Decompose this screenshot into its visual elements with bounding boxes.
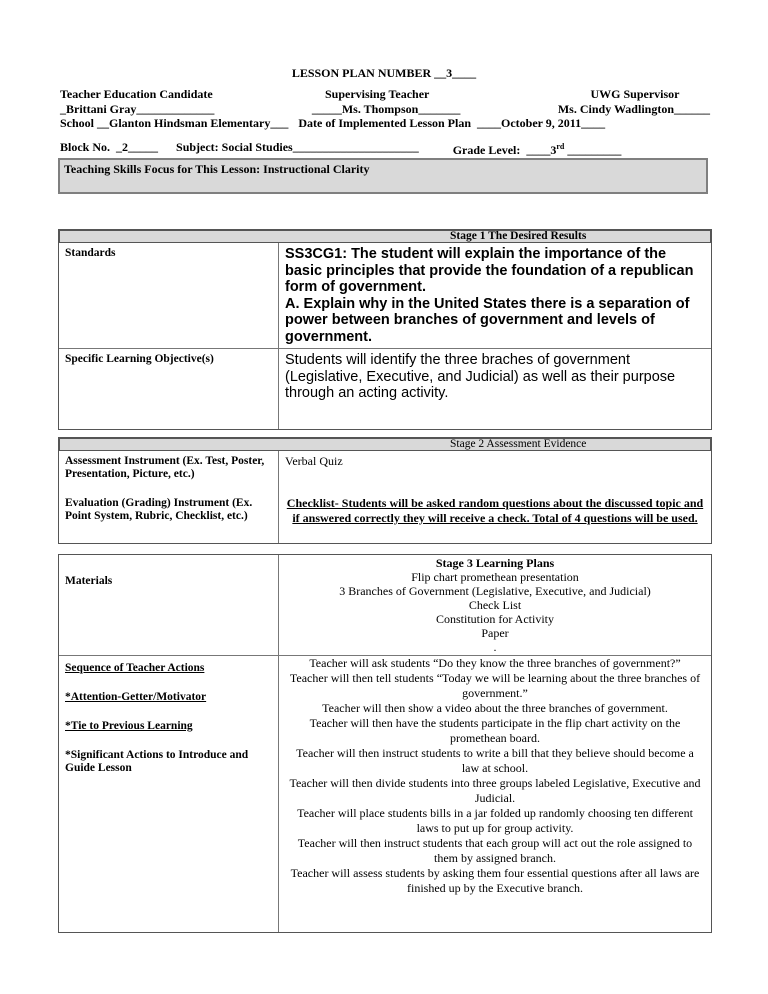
- lesson-tables: [58, 229, 712, 933]
- grade-level: Grade Level: ____3rd _________: [452, 141, 622, 157]
- stage2-title: Stage 2 Assessment Evidence: [59, 438, 711, 451]
- evaluation-label: Evaluation (Grading) Instrument (Ex. Point System, Rubric, Checklist, etc.): [59, 493, 279, 543]
- teaching-skills-focus: Teaching Skills Focus for This Lesson: Instructional Clarity: [58, 158, 708, 194]
- assessment-label: Assessment Instrument (Ex. Test, Poster, Presentation, Picture, etc.): [59, 451, 279, 493]
- standards-label: Standards: [59, 243, 279, 348]
- objective-text: Students will identify the three braches of government (Legislative, Executive, and Judicial) as well as their purpose through an acting activity.: [285, 352, 676, 401]
- action-item: Teacher will then tell students “Today we will be learning about the three branches of government.”: [289, 671, 701, 700]
- material-item: Check List: [468, 598, 522, 612]
- subject: Subject: Social Studies_____________________: [176, 139, 419, 154]
- stage1-title: Stage 1 The Desired Results: [59, 230, 711, 243]
- material-item: 3 Branches of Government (Legislative, Executive, and Judicial): [339, 584, 651, 598]
- assessment-text: Verbal Quiz: [285, 454, 343, 468]
- material-item: Flip chart promethean presentation: [411, 570, 579, 584]
- action-item: Teacher will then instruct students to write a bill that they believe should become a law at school.: [296, 746, 694, 775]
- page-title: LESSON PLAN NUMBER __3____: [291, 66, 477, 80]
- candidate-label: Teacher Education Candidate: [60, 87, 213, 101]
- header-info: [60, 87, 710, 157]
- tie-label: *Tie to Previous Learning: [65, 720, 193, 732]
- action-item: Teacher will then have the students participate in the flip chart activity on the promethean board.: [309, 716, 681, 745]
- stage3-title: Stage 3 Learning Plans: [435, 556, 555, 570]
- supervising-label: Supervising Teacher: [325, 87, 430, 101]
- uwg-name: Ms. Cindy Wadlington______: [557, 101, 710, 116]
- supervising-name: _____Ms. Thompson_______: [311, 101, 461, 116]
- evaluation-text: Checklist- Students will be asked random questions about the discussed topic and if answered correctly they will receive a check. Total of 4 questions will be used.: [286, 496, 704, 525]
- stage3-table: [58, 554, 712, 933]
- standard-element: A. Explain why in the United States there is a separation of power between branches of government and levels of government.: [285, 295, 690, 345]
- stage1-table: [58, 229, 712, 430]
- action-item: Teacher will then show a video about the three branches of government.: [322, 701, 668, 715]
- materials-label: Materials: [59, 555, 279, 655]
- action-item: Teacher will assess students by asking them four essential questions after all laws are finished up by the Executive branch.: [290, 866, 700, 895]
- action-item: Teacher will place students bills in a jar folded up randomly choosing ten different laws to put up for group activity.: [297, 806, 693, 835]
- standard-text: SS3CG1: The student will explain the importance of the basic principles that provide the foundation of a republican form of government.: [285, 246, 694, 295]
- action-item: Teacher will ask students “Do they know the three branches of government?”: [309, 656, 681, 670]
- material-item: Constitution for Activity: [435, 612, 554, 626]
- action-item: Teacher will then divide students into three groups labeled Legislative, Executive and Judicial.: [289, 776, 701, 805]
- stage2-table: [58, 437, 712, 544]
- block-no: Block No. _2_____: [60, 139, 159, 154]
- objective-label: Specific Learning Objective(s): [59, 349, 279, 429]
- material-item: .: [493, 640, 497, 654]
- significant-label: *Significant Actions to Introduce and Guide Lesson: [65, 749, 249, 774]
- uwg-label: UWG Supervisor: [590, 87, 680, 101]
- attention-label: *Attention-Getter/Motivator: [65, 691, 207, 703]
- candidate-name: _Brittani Gray_____________: [60, 101, 215, 116]
- sequence-label: Sequence of Teacher Actions: [65, 662, 205, 674]
- lesson-date: Date of Implemented Lesson Plan ____October 9, 2011____: [298, 116, 606, 130]
- action-item: Teacher will then instruct students that each group will act out the role assigned to them by assigned branch.: [297, 836, 693, 865]
- school: School __Glanton Hindsman Elementary___: [60, 116, 289, 130]
- material-item: Paper: [481, 626, 509, 640]
